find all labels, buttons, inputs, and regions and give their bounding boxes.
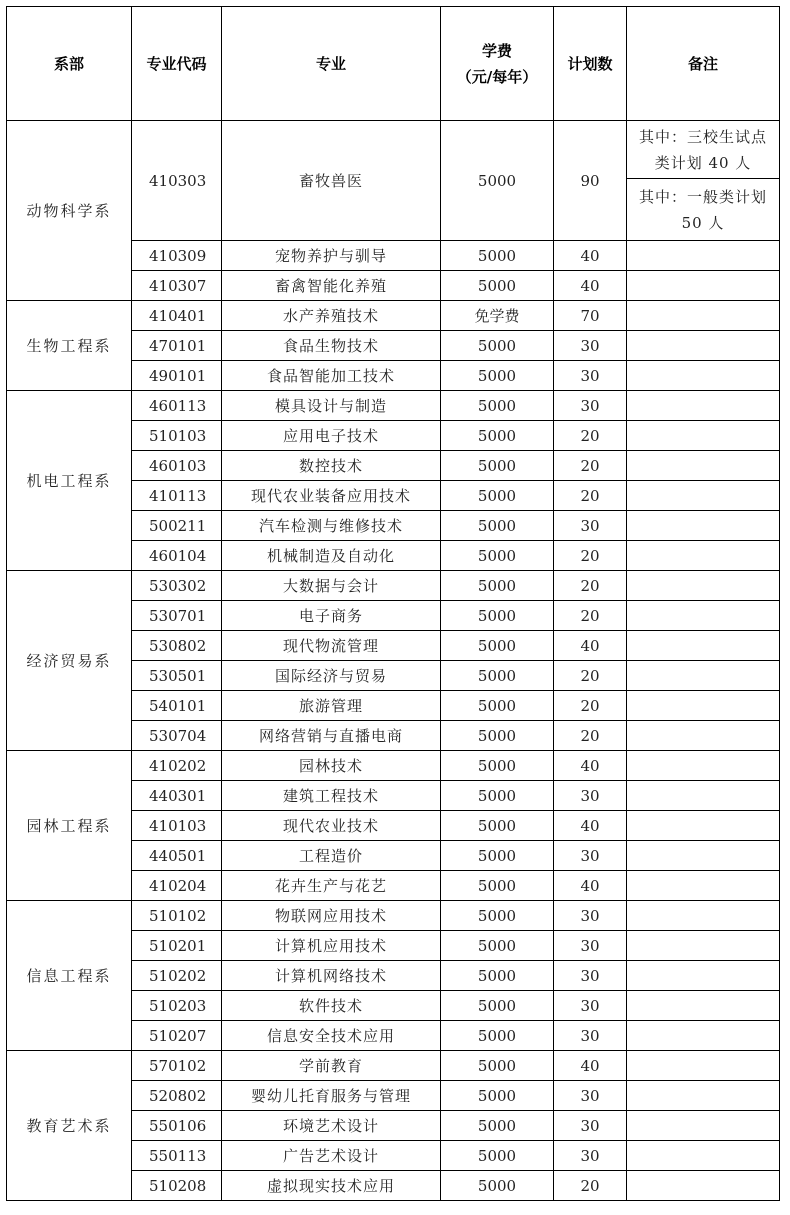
major-cell: 信息安全技术应用 [222, 1021, 441, 1051]
code-cell: 410202 [132, 751, 222, 781]
header-fee-line2: （元/每年） [456, 67, 538, 86]
code-cell: 520802 [132, 1081, 222, 1111]
note-cell [627, 1141, 780, 1171]
table-row [7, 391, 780, 421]
plan-cell: 30 [554, 961, 627, 991]
note-cell [627, 841, 780, 871]
enrollment-plan-table [6, 6, 780, 1201]
header-row [7, 7, 780, 121]
plan-cell: 40 [554, 631, 627, 661]
plan-cell: 20 [554, 481, 627, 511]
code-cell: 410303 [132, 121, 222, 241]
code-cell: 530302 [132, 571, 222, 601]
major-cell: 食品智能加工技术 [222, 361, 441, 391]
major-cell: 国际经济与贸易 [222, 661, 441, 691]
fee-cell: 5000 [441, 1171, 554, 1201]
plan-cell: 30 [554, 781, 627, 811]
plan-cell: 30 [554, 1111, 627, 1141]
major-cell: 计算机网络技术 [222, 961, 441, 991]
plan-cell: 30 [554, 931, 627, 961]
note-cell [627, 691, 780, 721]
major-cell: 现代农业技术 [222, 811, 441, 841]
fee-cell: 5000 [441, 811, 554, 841]
code-cell: 410204 [132, 871, 222, 901]
note-cell [627, 601, 780, 631]
note-cell [627, 721, 780, 751]
plan-cell: 20 [554, 601, 627, 631]
code-cell: 510203 [132, 991, 222, 1021]
code-cell: 540101 [132, 691, 222, 721]
dept-cell: 生物工程系 [7, 301, 132, 391]
major-cell: 网络营销与直播电商 [222, 721, 441, 751]
major-cell: 软件技术 [222, 991, 441, 1021]
fee-cell: 5000 [441, 691, 554, 721]
note-cell [627, 451, 780, 481]
table-header [7, 7, 780, 121]
note-cell [627, 1021, 780, 1051]
major-cell: 旅游管理 [222, 691, 441, 721]
plan-cell: 30 [554, 901, 627, 931]
header-fee-line1: 学费 [481, 41, 512, 60]
code-cell: 510201 [132, 931, 222, 961]
major-cell: 畜禽智能化养殖 [222, 271, 441, 301]
major-cell: 环境艺术设计 [222, 1111, 441, 1141]
major-cell: 婴幼儿托育服务与管理 [222, 1081, 441, 1111]
header-fee [441, 7, 554, 121]
plan-cell: 40 [554, 811, 627, 841]
major-cell: 物联网应用技术 [222, 901, 441, 931]
major-cell: 汽车检测与维修技术 [222, 511, 441, 541]
plan-cell: 20 [554, 1171, 627, 1201]
major-cell: 计算机应用技术 [222, 931, 441, 961]
plan-cell: 30 [554, 391, 627, 421]
plan-cell: 20 [554, 721, 627, 751]
fee-cell: 5000 [441, 1021, 554, 1051]
fee-cell: 5000 [441, 751, 554, 781]
fee-cell: 5000 [441, 931, 554, 961]
major-cell: 建筑工程技术 [222, 781, 441, 811]
major-cell: 现代物流管理 [222, 631, 441, 661]
plan-cell: 90 [554, 121, 627, 241]
note-cell [627, 361, 780, 391]
fee-cell: 5000 [441, 1141, 554, 1171]
fee-cell: 5000 [441, 991, 554, 1021]
table-row [7, 901, 780, 931]
plan-cell: 20 [554, 451, 627, 481]
code-cell: 510102 [132, 901, 222, 931]
table-row [7, 571, 780, 601]
note-cell [627, 241, 780, 271]
code-cell: 410307 [132, 271, 222, 301]
fee-cell: 5000 [441, 481, 554, 511]
dept-cell: 园林工程系 [7, 751, 132, 901]
note-cell [627, 121, 780, 241]
fee-cell: 5000 [441, 841, 554, 871]
dept-cell: 机电工程系 [7, 391, 132, 571]
fee-cell: 5000 [441, 421, 554, 451]
code-cell: 460103 [132, 451, 222, 481]
fee-cell: 5000 [441, 1081, 554, 1111]
header-dept: 系部 [7, 7, 132, 121]
header-note: 备注 [627, 7, 780, 121]
major-cell: 电子商务 [222, 601, 441, 631]
major-cell: 模具设计与制造 [222, 391, 441, 421]
fee-cell: 5000 [441, 631, 554, 661]
note-cell [627, 1171, 780, 1201]
code-cell: 570102 [132, 1051, 222, 1081]
fee-cell: 5000 [441, 511, 554, 541]
major-cell: 数控技术 [222, 451, 441, 481]
note-cell [627, 781, 780, 811]
plan-cell: 20 [554, 661, 627, 691]
plan-cell: 20 [554, 541, 627, 571]
major-cell: 花卉生产与花艺 [222, 871, 441, 901]
fee-cell: 5000 [441, 121, 554, 241]
dept-cell: 教育艺术系 [7, 1051, 132, 1201]
note-cell [627, 301, 780, 331]
table-row [7, 751, 780, 781]
major-cell: 广告艺术设计 [222, 1141, 441, 1171]
major-cell: 工程造价 [222, 841, 441, 871]
code-cell: 460113 [132, 391, 222, 421]
plan-cell: 30 [554, 841, 627, 871]
fee-cell: 5000 [441, 1051, 554, 1081]
header-major: 专业 [222, 7, 441, 121]
major-cell: 畜牧兽医 [222, 121, 441, 241]
header-plan: 计划数 [554, 7, 627, 121]
note-cell [627, 631, 780, 661]
note-cell [627, 811, 780, 841]
note-cell [627, 331, 780, 361]
note-cell [627, 1111, 780, 1141]
major-cell: 学前教育 [222, 1051, 441, 1081]
code-cell: 510202 [132, 961, 222, 991]
plan-cell: 30 [554, 511, 627, 541]
note-cell [627, 961, 780, 991]
plan-cell: 30 [554, 1081, 627, 1111]
plan-cell: 30 [554, 1021, 627, 1051]
note-cell [627, 991, 780, 1021]
plan-cell: 30 [554, 991, 627, 1021]
note-text: 其中：一般类计划 50 人 [638, 187, 767, 232]
note-cell [627, 571, 780, 601]
note-cell [627, 1081, 780, 1111]
code-cell: 460104 [132, 541, 222, 571]
plan-cell: 20 [554, 691, 627, 721]
code-cell: 530701 [132, 601, 222, 631]
note-text: 其中：三校生试点类计划 40 人 [627, 121, 779, 179]
note-cell [627, 901, 780, 931]
dept-cell: 动物科学系 [7, 121, 132, 301]
code-cell: 410103 [132, 811, 222, 841]
fee-cell: 5000 [441, 901, 554, 931]
plan-cell: 30 [554, 1141, 627, 1171]
fee-cell: 5000 [441, 241, 554, 271]
code-cell: 410113 [132, 481, 222, 511]
table-body [7, 121, 780, 1201]
code-cell: 530802 [132, 631, 222, 661]
major-cell: 虚拟现实技术应用 [222, 1171, 441, 1201]
note-cell [627, 751, 780, 781]
code-cell: 530704 [132, 721, 222, 751]
plan-cell: 40 [554, 751, 627, 781]
fee-cell: 5000 [441, 721, 554, 751]
note-cell [627, 871, 780, 901]
major-cell: 大数据与会计 [222, 571, 441, 601]
code-cell: 410401 [132, 301, 222, 331]
code-cell: 470101 [132, 331, 222, 361]
code-cell: 530501 [132, 661, 222, 691]
fee-cell: 5000 [441, 871, 554, 901]
dept-cell: 经济贸易系 [7, 571, 132, 751]
major-cell: 机械制造及自动化 [222, 541, 441, 571]
dept-cell: 信息工程系 [7, 901, 132, 1051]
plan-cell: 40 [554, 241, 627, 271]
table-row [7, 121, 780, 241]
note-cell [627, 481, 780, 511]
fee-cell: 5000 [441, 541, 554, 571]
plan-cell: 20 [554, 571, 627, 601]
major-cell: 食品生物技术 [222, 331, 441, 361]
fee-cell: 免学费 [441, 301, 554, 331]
table-row [7, 301, 780, 331]
code-cell: 410309 [132, 241, 222, 271]
code-cell: 490101 [132, 361, 222, 391]
note-cell [627, 511, 780, 541]
code-cell: 550113 [132, 1141, 222, 1171]
code-cell: 510208 [132, 1171, 222, 1201]
code-cell: 510103 [132, 421, 222, 451]
header-code: 专业代码 [132, 7, 222, 121]
code-cell: 500211 [132, 511, 222, 541]
major-cell: 水产养殖技术 [222, 301, 441, 331]
code-cell: 510207 [132, 1021, 222, 1051]
major-cell: 宠物养护与驯导 [222, 241, 441, 271]
fee-cell: 5000 [441, 271, 554, 301]
note-cell [627, 931, 780, 961]
plan-cell: 20 [554, 421, 627, 451]
plan-cell: 70 [554, 301, 627, 331]
fee-cell: 5000 [441, 961, 554, 991]
plan-cell: 30 [554, 331, 627, 361]
major-cell: 园林技术 [222, 751, 441, 781]
note-cell [627, 1051, 780, 1081]
note-cell [627, 391, 780, 421]
fee-cell: 5000 [441, 331, 554, 361]
fee-cell: 5000 [441, 781, 554, 811]
fee-cell: 5000 [441, 571, 554, 601]
plan-cell: 40 [554, 1051, 627, 1081]
fee-cell: 5000 [441, 361, 554, 391]
note-cell [627, 271, 780, 301]
table-row [7, 1051, 780, 1081]
code-cell: 440301 [132, 781, 222, 811]
major-cell: 现代农业装备应用技术 [222, 481, 441, 511]
note-cell [627, 421, 780, 451]
fee-cell: 5000 [441, 601, 554, 631]
code-cell: 440501 [132, 841, 222, 871]
plan-cell: 40 [554, 271, 627, 301]
fee-cell: 5000 [441, 391, 554, 421]
fee-cell: 5000 [441, 1111, 554, 1141]
note-cell [627, 541, 780, 571]
plan-cell: 30 [554, 361, 627, 391]
note-cell [627, 661, 780, 691]
plan-cell: 40 [554, 871, 627, 901]
code-cell: 550106 [132, 1111, 222, 1141]
major-cell: 应用电子技术 [222, 421, 441, 451]
fee-cell: 5000 [441, 451, 554, 481]
fee-cell: 5000 [441, 661, 554, 691]
